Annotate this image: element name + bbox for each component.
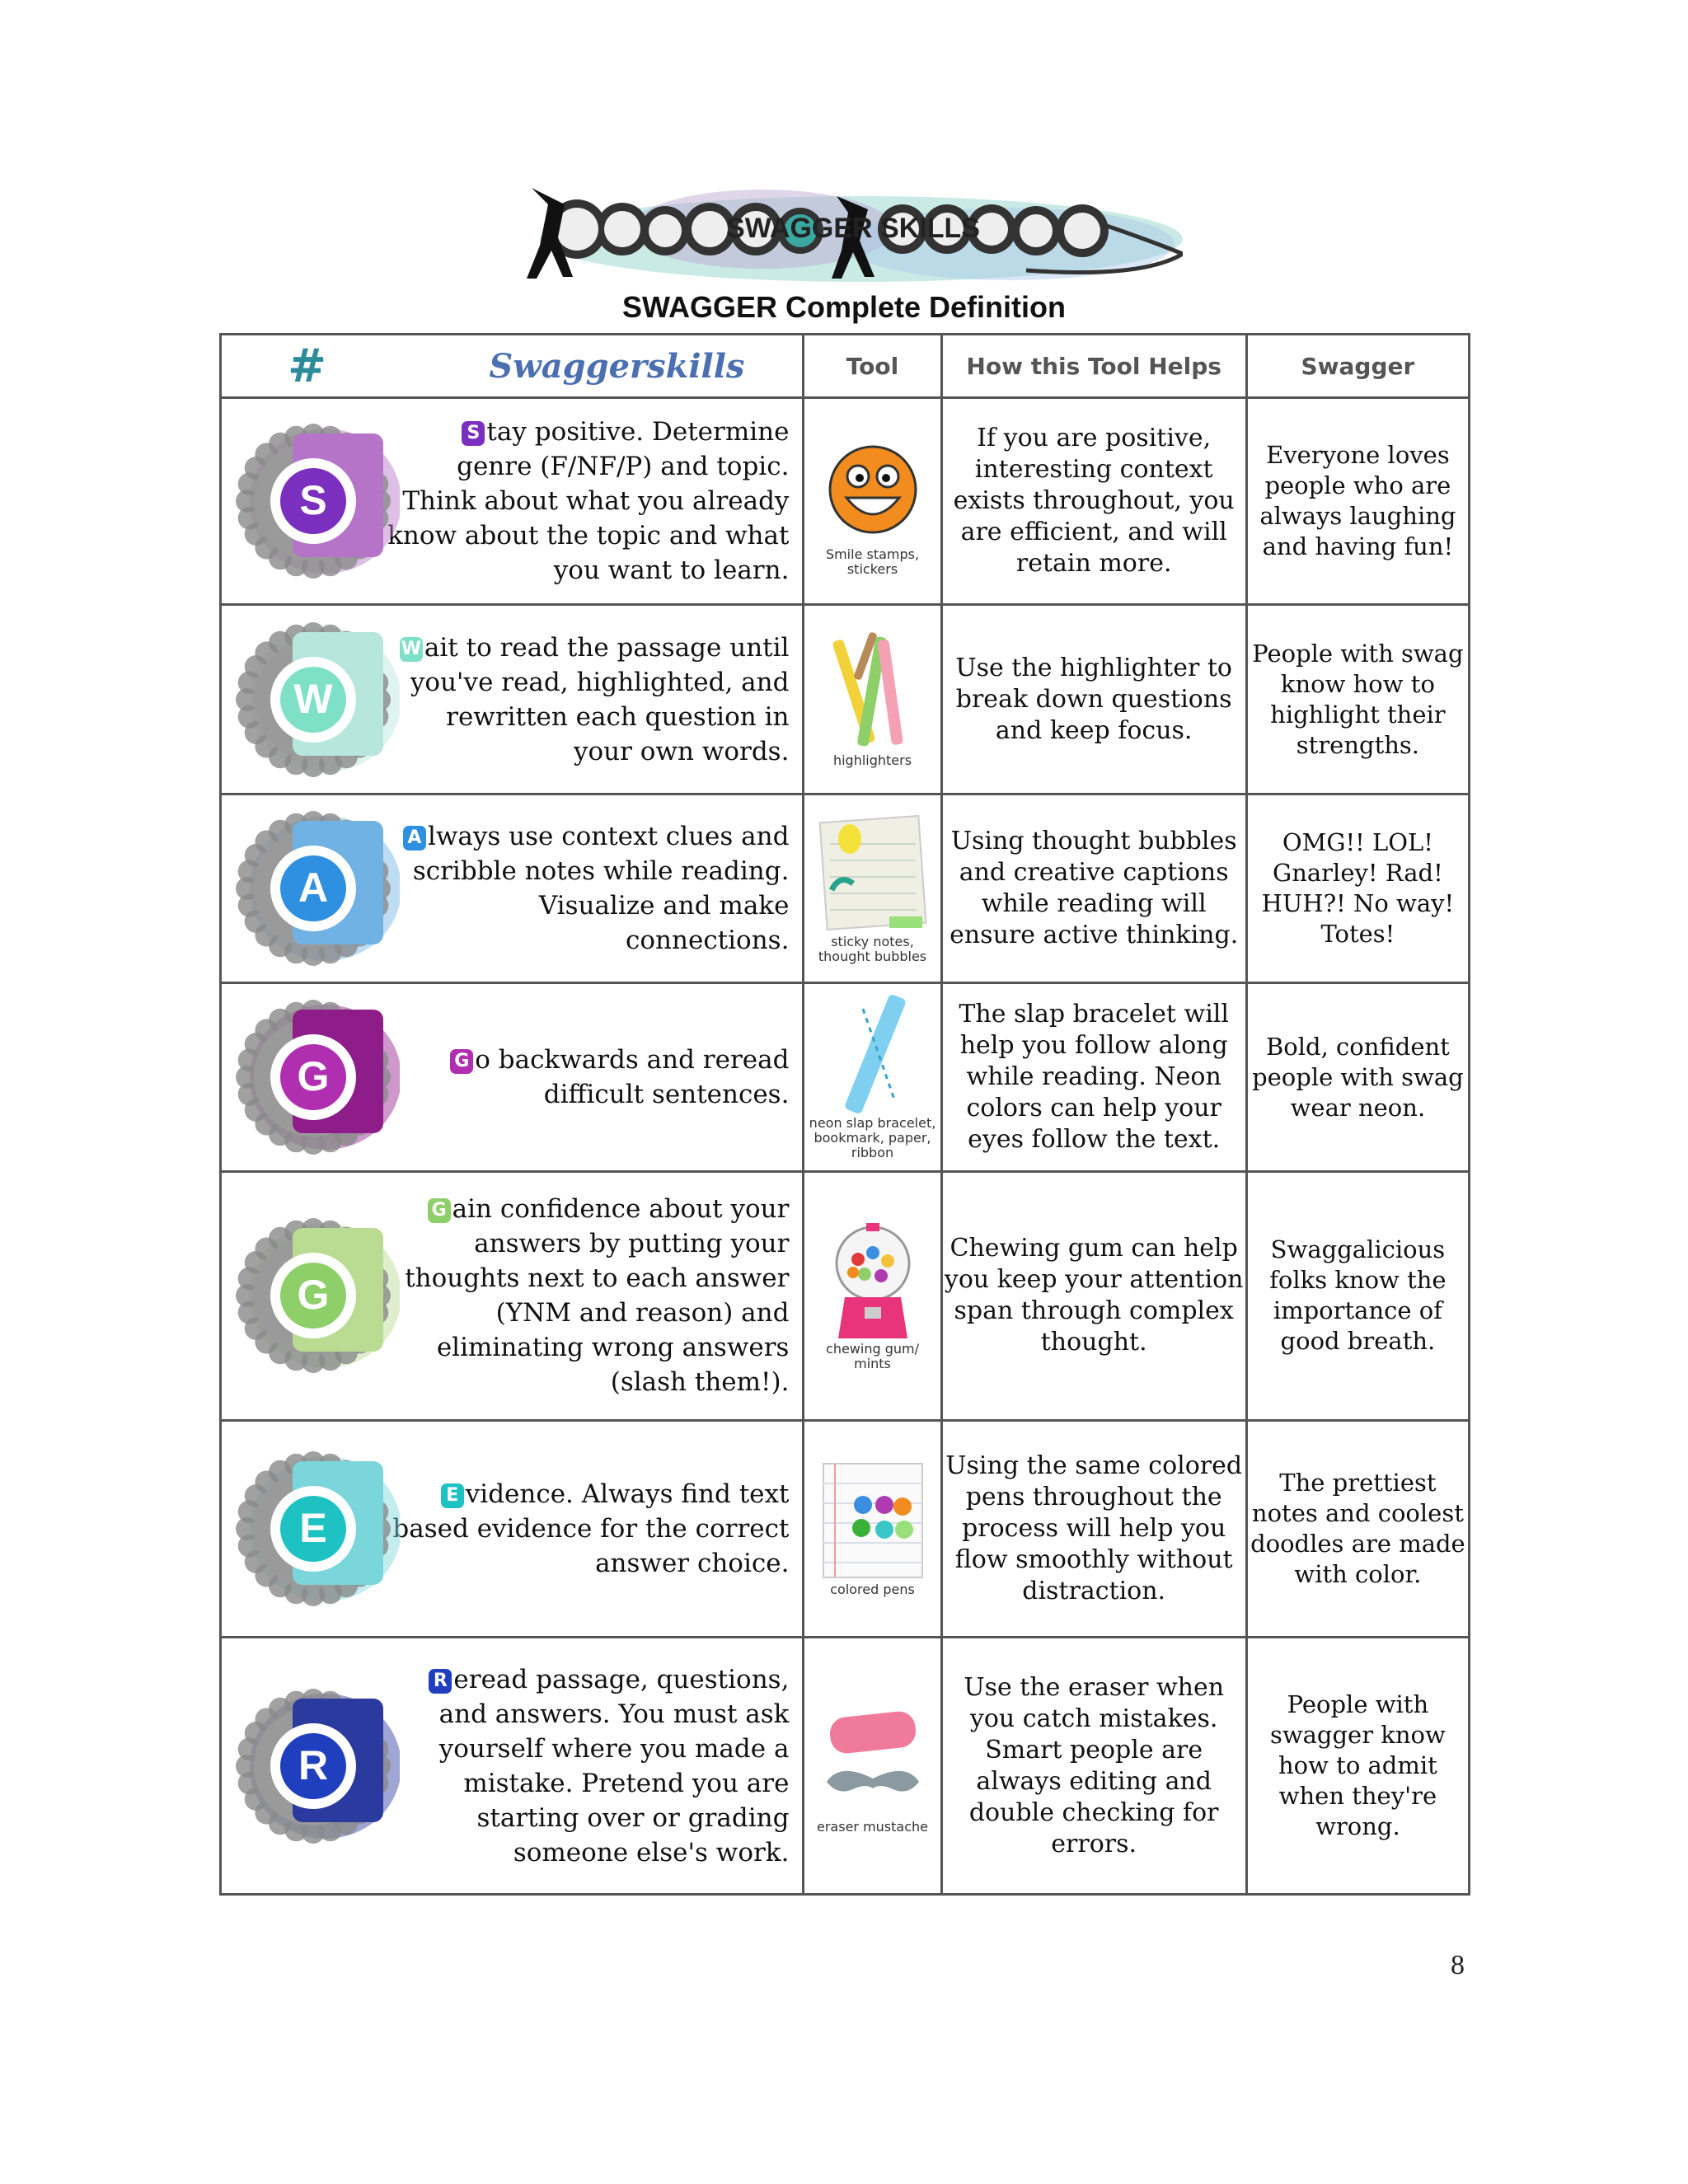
badge-letter: E xyxy=(299,1505,327,1551)
letter-chip: W xyxy=(400,637,423,662)
header-swagger: Swagger xyxy=(1246,335,1469,398)
step-description xyxy=(362,1654,802,1878)
letter-chip: R xyxy=(429,1669,452,1694)
swagger-cell: OMG!! LOL! Gnarley! Rad! HUH?! No way! Totes! xyxy=(1246,794,1469,982)
step-cell xyxy=(221,398,804,605)
how-tool-helps-cell: Using thought bubbles and creative captions while reading will ensure active thinking. xyxy=(941,794,1246,982)
swagger-cell: The prettiest notes and coolest doodles are made with color. xyxy=(1246,1420,1469,1637)
step-cell xyxy=(221,1420,804,1637)
table-row xyxy=(221,1172,1470,1421)
highlighters-icon xyxy=(815,630,931,753)
tool-cell xyxy=(804,1638,941,1895)
step-text: vidence. Always find text based evidence for the correct answer choice. xyxy=(392,1479,790,1578)
tool-caption: highlighters xyxy=(832,752,912,768)
step-description xyxy=(362,1469,802,1589)
document-subtitle: SWAGGER Complete Definition xyxy=(621,290,1066,324)
step-cell xyxy=(221,982,804,1171)
letter-badge-icon xyxy=(235,1684,400,1849)
letter-badge-icon xyxy=(235,1213,400,1378)
tool-caption: chewing gum/ mints xyxy=(826,1341,919,1372)
letter-badge-icon xyxy=(235,617,400,782)
step-text: o backwards and reread difficult sentences. xyxy=(475,1045,790,1109)
eraser-mustache-icon xyxy=(815,1696,931,1820)
table-row xyxy=(221,605,1470,794)
table-header-row xyxy=(221,335,1470,398)
swagger-definition-table xyxy=(219,333,1470,1896)
step-description xyxy=(362,1034,802,1120)
letter-badge-icon xyxy=(235,419,400,583)
letter-badge-icon xyxy=(235,806,400,971)
step-text: lways use context clues and scribble notes while reading. Visualize and make connections. xyxy=(412,821,790,955)
letter-chip: G xyxy=(450,1049,473,1074)
badge-letter: S xyxy=(299,477,327,524)
step-cell xyxy=(221,1638,804,1895)
swagger-cell: People with swagger know how to admit when they're wrong. xyxy=(1246,1638,1469,1895)
tool-caption: sticky notes, thought bubbles xyxy=(818,933,927,964)
swagger-cell: Bold, confident people with swag wear neon. xyxy=(1246,982,1469,1171)
swagger-skills-logo xyxy=(515,171,1183,287)
letter-chip: A xyxy=(403,826,426,851)
letter-chip: S xyxy=(462,421,485,446)
step-text: tay positive. Determine genre (F/NF/P) and topic. Think about what you already know about the topic and what you want to learn. xyxy=(387,417,790,586)
how-tool-helps-cell: The slap bracelet will help you follow along while reading. Neon colors can help your eyes follow the text. xyxy=(941,982,1246,1171)
tool-caption: neon slap bracelet, bookmark, paper, ribbon xyxy=(809,1115,936,1160)
letter-chip: G xyxy=(428,1198,451,1223)
gumball-machine-icon xyxy=(815,1218,931,1342)
how-tool-helps-cell: Use the eraser when you catch mistakes. Smart people are always editing and double checking for errors. xyxy=(941,1638,1246,1895)
how-tool-helps-cell: Chewing gum can help you keep your attention span through complex thought. xyxy=(941,1172,1246,1421)
sticky-notes-icon xyxy=(815,811,931,935)
swagger-cell: Swaggalicious folks know the importance of good breath. xyxy=(1246,1172,1469,1421)
how-tool-helps-cell: Use the highlighter to break down questions and keep focus. xyxy=(941,605,1246,794)
step-cell xyxy=(221,605,804,794)
letter-chip: E xyxy=(441,1483,464,1508)
badge-letter: G xyxy=(297,1053,330,1099)
table-row xyxy=(221,1638,1470,1895)
table-row xyxy=(221,982,1470,1171)
smiley-face-icon xyxy=(815,424,931,547)
tool-cell xyxy=(804,794,941,982)
header-step-column xyxy=(221,335,804,398)
page-number: 8 xyxy=(1451,1950,1465,1980)
header-how-tool-helps: How this Tool Helps xyxy=(941,335,1246,398)
step-cell xyxy=(221,794,804,982)
tool-caption: colored pens xyxy=(830,1582,915,1597)
badge-letter: W xyxy=(293,675,333,722)
step-text: eread passage, questions, and answers. You must ask yourself where you made a mistake. Pretend you are starting over or grading someone else's work. xyxy=(438,1664,790,1868)
tool-cell xyxy=(804,982,941,1171)
step-text: ait to read the passage until you've read, highlighted, and rewritten each question in your own words. xyxy=(410,632,790,766)
tool-cell xyxy=(804,1172,941,1421)
how-tool-helps-cell: Using the same colored pens throughout the process will help you flow smoothly without distraction. xyxy=(941,1420,1246,1637)
tool-caption: Smile stamps, stickers xyxy=(825,546,920,578)
letter-badge-icon xyxy=(235,995,400,1160)
hash-icon: # xyxy=(288,339,326,393)
badge-letter: A xyxy=(298,864,329,911)
tool-cell xyxy=(804,398,941,605)
header-tool: Tool xyxy=(804,335,941,398)
step-cell xyxy=(221,1172,804,1421)
colored-pens-icon xyxy=(815,1459,931,1582)
swaggerskills-wordmark: Swaggerskills xyxy=(489,346,745,386)
step-description xyxy=(362,622,802,777)
badge-letter: R xyxy=(298,1741,329,1788)
tool-caption: eraser mustache xyxy=(817,1818,928,1835)
tool-cell xyxy=(804,1420,941,1637)
slap-bracelet-icon xyxy=(815,992,931,1116)
letter-badge-icon xyxy=(235,1446,400,1611)
svg-text:SWAGGER SKILLS: SWAGGER SKILLS xyxy=(726,213,980,244)
table-row xyxy=(221,398,1470,605)
step-description xyxy=(362,811,802,966)
tool-cell xyxy=(804,605,941,794)
step-description xyxy=(362,406,802,596)
step-description xyxy=(362,1183,802,1408)
swagger-cell: People with swag know how to highlight their strengths. xyxy=(1246,605,1469,794)
how-tool-helps-cell: If you are positive, interesting context exists throughout, you are efficient, and will retain more. xyxy=(941,398,1246,605)
swagger-cell: Everyone loves people who are always laughing and having fun! xyxy=(1246,398,1469,605)
step-text: ain confidence about your answers by putting your thoughts next to each answer (YNM and reason) and eliminating wrong answers (slash them!). xyxy=(405,1194,790,1398)
badge-letter: G xyxy=(297,1272,330,1319)
table-row xyxy=(221,1420,1470,1637)
table-row xyxy=(221,794,1470,982)
